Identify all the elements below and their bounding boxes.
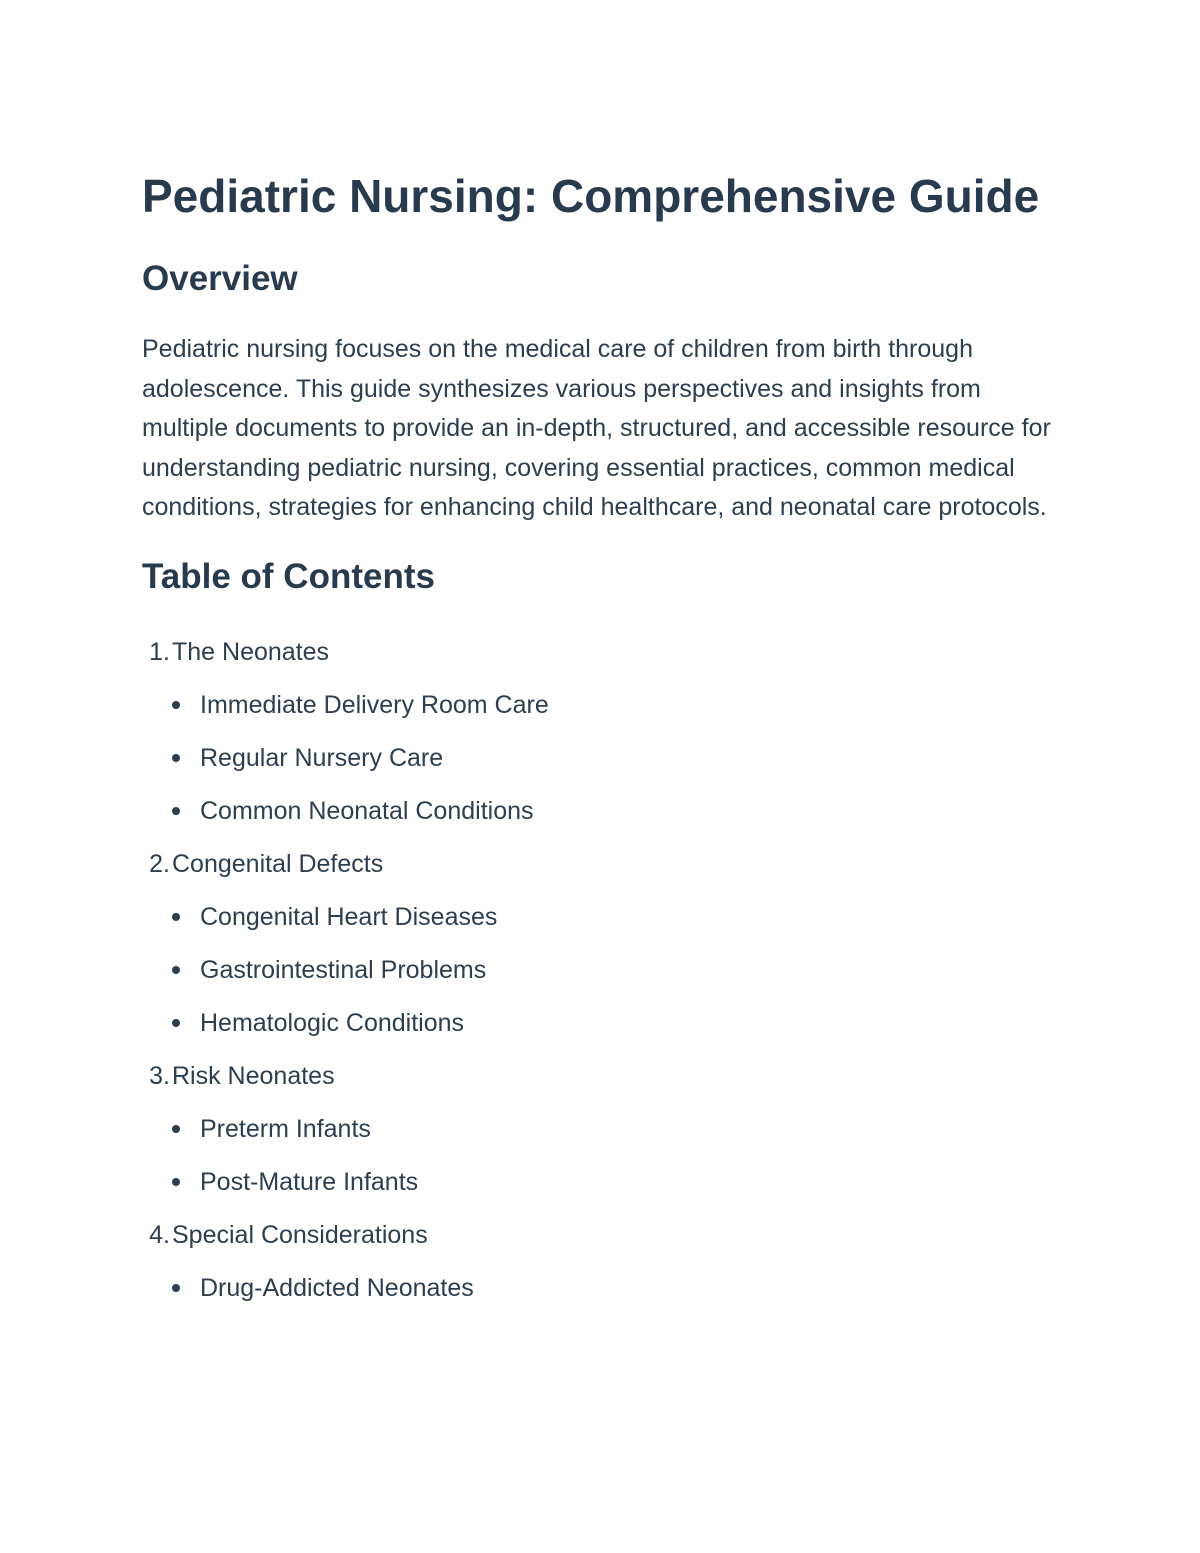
toc-item-special-considerations [142, 1209, 1072, 1315]
toc-subitem-label: Congenital Heart Diseases [200, 902, 498, 931]
toc-item-label: Special Considerations [172, 1220, 428, 1249]
toc-subitem [142, 997, 1072, 1050]
toc-item-congenital-defects [142, 838, 1072, 1050]
toc-subitem [142, 944, 1072, 997]
toc-item-number: 1. [149, 637, 170, 666]
document-page [142, 165, 1072, 1315]
toc-item-label: Risk Neonates [172, 1061, 335, 1090]
toc-item-head [142, 838, 1072, 891]
overview-paragraph: Pediatric nursing focuses on the medical care of children from birth through adolescence. This guide synthesizes various perspectives and insights from multiple documents to provide an in-depth, structured, and accessible resource for understanding pediatric nursing, covering essential practices, common medical conditions, strategies for enhancing child healthcare, and neonatal care protocols. [142, 335, 1051, 522]
toc-subitem-label: Gastrointestinal Problems [200, 955, 487, 984]
toc-subitem-label: Regular Nursery Care [200, 743, 444, 772]
toc-list [142, 626, 1072, 1315]
bullet-icon [172, 754, 180, 762]
toc-subitem [142, 1156, 1072, 1209]
bullet-icon [172, 1178, 180, 1186]
toc-subitem-label: Preterm Infants [200, 1114, 371, 1143]
toc-subitem-label: Immediate Delivery Room Care [200, 690, 549, 719]
toc-item-number: 2. [149, 849, 170, 878]
toc-item-number: 4. [149, 1220, 170, 1249]
toc-subitem [142, 1262, 1072, 1315]
toc-subitem-label: Common Neonatal Conditions [200, 796, 534, 825]
toc-subitem [142, 891, 1072, 944]
toc-sublist [142, 1103, 1072, 1209]
toc-item-the-neonates [142, 626, 1072, 838]
bullet-icon [172, 1019, 180, 1027]
toc-item-head [142, 1050, 1072, 1103]
toc-item-label: The Neonates [172, 637, 330, 666]
bullet-icon [172, 701, 180, 709]
toc-item-head [142, 626, 1072, 679]
toc-subitem [142, 679, 1072, 732]
toc-sublist [142, 1262, 1072, 1315]
toc-item-risk-neonates [142, 1050, 1072, 1209]
bullet-icon [172, 966, 180, 974]
toc-item-label: Congenital Defects [172, 849, 384, 878]
toc-item-head [142, 1209, 1072, 1262]
toc-subitem-label: Drug-Addicted Neonates [200, 1273, 474, 1302]
bullet-icon [172, 1284, 180, 1292]
toc-subitem-label: Hematologic Conditions [200, 1008, 465, 1037]
toc-subitem [142, 785, 1072, 838]
page-title: Pediatric Nursing: Comprehensive Guide [142, 170, 1040, 222]
toc-subitem [142, 1103, 1072, 1156]
bullet-icon [172, 913, 180, 921]
toc-sublist [142, 891, 1072, 1050]
toc-subitem [142, 732, 1072, 785]
toc-subitem-label: Post-Mature Infants [200, 1167, 419, 1196]
bullet-icon [172, 1125, 180, 1133]
toc-heading: Table of Contents [142, 556, 435, 596]
overview-heading: Overview [142, 259, 298, 298]
toc-sublist [142, 679, 1072, 838]
toc-item-number: 3. [149, 1061, 170, 1090]
bullet-icon [172, 807, 180, 815]
